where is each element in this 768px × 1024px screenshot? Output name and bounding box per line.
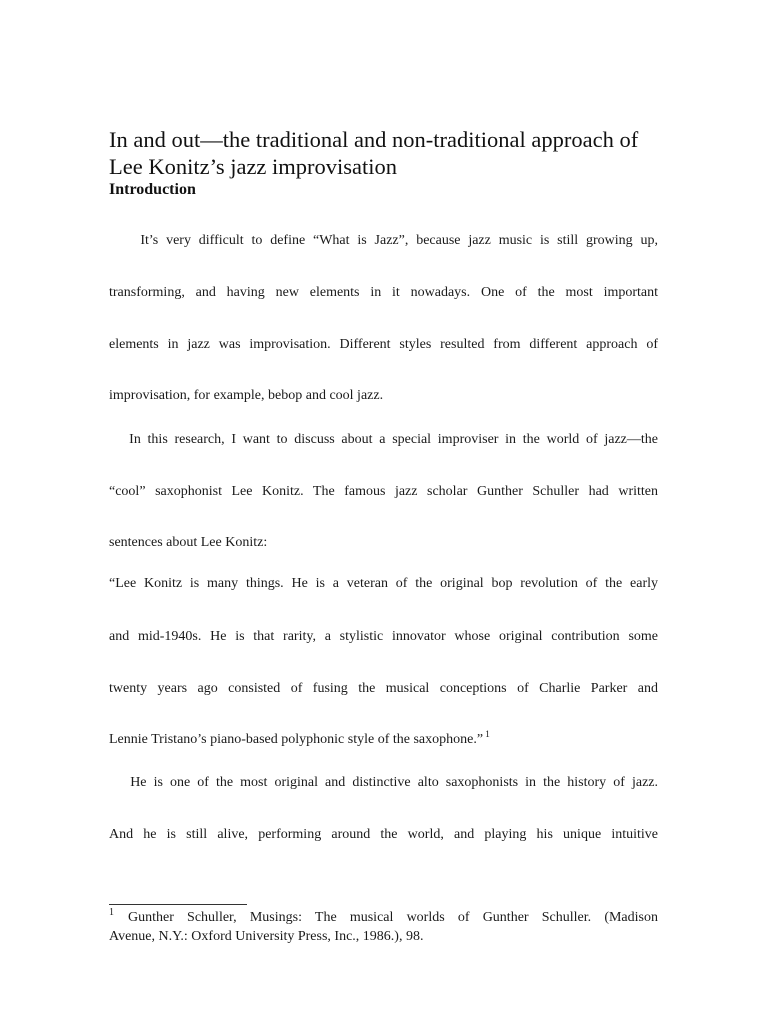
footnote-line-2: Avenue, N.Y.: Oxford University Press, Inc., 1986.), 98. — [109, 929, 424, 944]
footnote-reference[interactable]: 1 — [485, 730, 490, 741]
body-line: “cool” saxophonist Lee Konitz. The famous jazz scholar Gunther Schuller had written — [109, 484, 658, 499]
body-line: And he is still alive, performing around the world, and playing his unique intuitive — [109, 827, 658, 842]
document-title — [109, 126, 679, 180]
title-line-1: In and out—the traditional and non-traditional approach of — [109, 127, 639, 152]
body-line: elements in jazz was improvisation. Different styles resulted from different approach of — [109, 337, 658, 352]
footnote-number: 1 — [109, 908, 114, 919]
body-line: It’s very difficult to define “What is Jazz”, because jazz music is still growing up, — [109, 233, 658, 248]
footnote-line-1 — [109, 908, 658, 927]
body-line: In this research, I want to discuss about a special improviser in the world of jazz—the — [109, 432, 658, 447]
body-line: He is one of the most original and distinctive alto saxophonists in the history of jazz. — [109, 775, 658, 790]
quote-line-text: Lennie Tristano’s piano-based polyphonic style of the saxophone.” — [109, 732, 484, 747]
quote-line-last — [109, 730, 658, 750]
quote-line: “Lee Konitz is many things. He is a veteran of the original bop revolution of the early — [109, 576, 658, 591]
footnote-text-1: Gunther Schuller, Musings: The musical worlds of Gunther Schuller. (Madison — [128, 910, 658, 925]
footnote-separator — [109, 904, 247, 905]
title-line-2: Lee Konitz’s jazz improvisation — [109, 154, 398, 179]
quote-line: and mid-1940s. He is that rarity, a stylistic innovator whose original contribution some — [109, 629, 658, 644]
quote-line: twenty years ago consisted of fusing the musical conceptions of Charlie Parker and — [109, 681, 658, 696]
body-line: transforming, and having new elements in it nowadays. One of the most important — [109, 285, 658, 300]
section-heading-introduction: Introduction — [109, 181, 196, 198]
body-line: sentences about Lee Konitz: — [109, 535, 268, 550]
body-line: improvisation, for example, bebop and cool jazz. — [109, 388, 384, 403]
